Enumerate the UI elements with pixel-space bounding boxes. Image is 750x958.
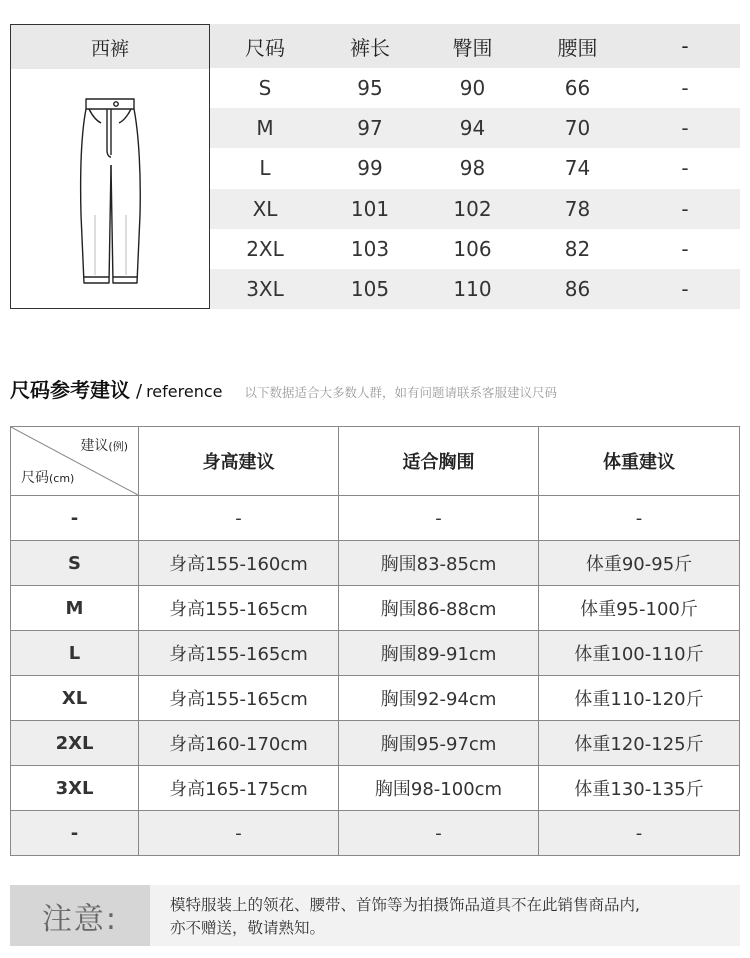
- table-row: [11, 811, 740, 856]
- corner-label-suggestion: 建议(例): [80, 438, 128, 454]
- cell: 胸围83-85cm: [339, 541, 539, 586]
- cell: 3XL: [11, 766, 139, 811]
- size-chart: [10, 24, 740, 309]
- cell: 110: [453, 277, 492, 302]
- cell: 82: [564, 236, 591, 261]
- table-row: [210, 229, 740, 269]
- trousers-icon: [71, 95, 151, 290]
- cell: -: [681, 116, 689, 141]
- cell: XL: [11, 676, 139, 721]
- cell: 106: [453, 236, 492, 261]
- cell: 2XL: [246, 236, 284, 261]
- table-row: [11, 631, 740, 676]
- cell: 97: [357, 116, 383, 141]
- cell: 2XL: [11, 721, 139, 766]
- header-length: 裤长: [350, 35, 390, 60]
- cell: 86: [564, 277, 591, 302]
- cell: 66: [564, 76, 591, 101]
- cell: 74: [564, 156, 591, 181]
- cell: 身高155-160cm: [139, 541, 339, 586]
- cell: 体重110-120斤: [539, 676, 740, 721]
- table-row: [210, 108, 740, 148]
- cell: 95: [357, 76, 383, 101]
- table-row: [11, 496, 740, 541]
- cell: S: [258, 76, 272, 101]
- table-row: [11, 586, 740, 631]
- cell: 胸围86-88cm: [339, 586, 539, 631]
- size-table-header: [210, 24, 740, 68]
- cell: 体重95-100斤: [539, 586, 740, 631]
- notice-label: 注意:: [10, 885, 150, 946]
- cell: 身高155-165cm: [139, 586, 339, 631]
- cell: 99: [357, 156, 383, 181]
- cell: 体重120-125斤: [539, 721, 740, 766]
- recommendation-note: 以下数据适合大多数人群，如有问题请联系客服建议尺码: [244, 385, 557, 400]
- cell: 70: [564, 116, 591, 141]
- cell: 胸围89-91cm: [339, 631, 539, 676]
- header-weight: 体重建议: [539, 427, 740, 496]
- recommendation-title-separator: /: [136, 381, 143, 402]
- recommendation-title-main: 尺码参考建议: [10, 378, 130, 402]
- notice-line-2: 亦不赠送，敬请熟知。: [170, 919, 326, 937]
- cell: 身高155-165cm: [139, 676, 339, 721]
- cell: L: [259, 156, 271, 181]
- table-row: [210, 148, 740, 188]
- table-row: [11, 541, 740, 586]
- table-row: [210, 269, 740, 309]
- header-size: 尺码: [245, 35, 285, 60]
- cell: 105: [350, 277, 390, 302]
- cell: -: [339, 496, 539, 541]
- cell: M: [256, 116, 274, 141]
- cell: -: [11, 496, 139, 541]
- table-row: [210, 68, 740, 108]
- header-chest: 适合胸围: [339, 427, 539, 496]
- header-extra: -: [681, 34, 689, 58]
- cell: -: [139, 496, 339, 541]
- cell: 身高155-165cm: [139, 631, 339, 676]
- notice-line-1: 模特服装上的领花、腰带、首饰等为拍摄饰品道具不在此销售商品内,: [170, 896, 640, 914]
- size-table: [210, 24, 740, 309]
- cell: 体重130-135斤: [539, 766, 740, 811]
- recommendation-table: [10, 426, 740, 856]
- cell: 101: [350, 196, 390, 221]
- table-row: [11, 676, 740, 721]
- cell: -: [11, 811, 139, 856]
- table-row: [11, 766, 740, 811]
- cell: 体重90-95斤: [539, 541, 740, 586]
- cell: -: [681, 76, 689, 101]
- cell: 98: [459, 156, 486, 181]
- recommendation-title: [10, 374, 557, 403]
- table-row: [210, 189, 740, 229]
- corner-header-cell: [11, 427, 139, 496]
- corner-label-size: 尺码(cm): [21, 470, 75, 486]
- cell: -: [681, 277, 689, 302]
- cell: L: [11, 631, 139, 676]
- recommendation-table-header: [11, 427, 740, 496]
- cell: 3XL: [246, 277, 284, 302]
- table-row: [11, 721, 740, 766]
- cell: 102: [453, 196, 492, 221]
- product-illustration-panel: [10, 24, 210, 309]
- cell: XL: [252, 196, 278, 221]
- cell: 身高160-170cm: [139, 721, 339, 766]
- cell: 94: [459, 116, 486, 141]
- cell: -: [681, 236, 689, 261]
- cell: -: [539, 811, 740, 856]
- cell: 103: [350, 236, 390, 261]
- cell: 胸围92-94cm: [339, 676, 539, 721]
- cell: 身高165-175cm: [139, 766, 339, 811]
- cell: 胸围98-100cm: [339, 766, 539, 811]
- cell: -: [139, 811, 339, 856]
- cell: 胸围95-97cm: [339, 721, 539, 766]
- cell: M: [11, 586, 139, 631]
- header-hip: 臀围: [452, 35, 493, 60]
- notice-text: [170, 894, 735, 940]
- header-height: 身高建议: [139, 427, 339, 496]
- cell: -: [339, 811, 539, 856]
- cell: -: [681, 196, 689, 221]
- cell: -: [539, 496, 740, 541]
- cell: -: [681, 156, 689, 181]
- cell: 78: [564, 196, 591, 221]
- cell: S: [11, 541, 139, 586]
- header-waist: 腰围: [557, 35, 598, 60]
- cell: 90: [459, 76, 486, 101]
- notice-box: [10, 885, 740, 946]
- product-label: 西裤: [11, 25, 209, 69]
- recommendation-title-en: reference: [146, 382, 223, 401]
- cell: 体重100-110斤: [539, 631, 740, 676]
